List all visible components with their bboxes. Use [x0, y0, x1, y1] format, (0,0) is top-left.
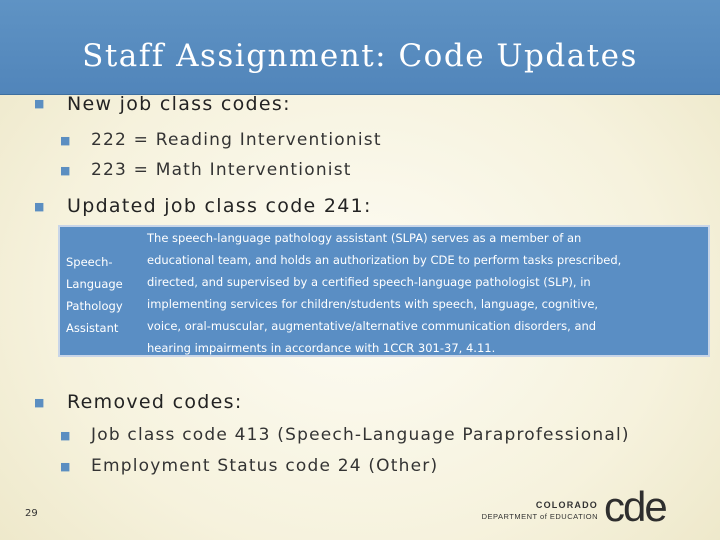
definition-line: voice, oral-muscular, augmentative/alternative communication disorders, and — [147, 319, 597, 333]
table-definition-cell — [140, 227, 708, 355]
definition-line: The speech-language pathology assistant (SLPA) serves as a member of an — [147, 231, 582, 245]
bullet-marker: ■ — [60, 429, 71, 442]
logo-mark: cde — [604, 488, 666, 528]
definition-table — [58, 225, 710, 357]
cde-logo-icon — [604, 488, 694, 528]
term-line: Speech- — [66, 255, 113, 269]
bullet-code-222: 222 = Reading Interventionist — [91, 130, 382, 150]
term-line: Assistant — [66, 321, 119, 335]
bullet-marker: ■ — [34, 396, 45, 409]
bullet-marker: ■ — [60, 134, 71, 147]
definition-line: implementing services for children/students with speech, language, cognitive, — [147, 297, 599, 311]
term-line: Pathology — [66, 299, 123, 313]
bullet-updated-code: Updated job class code 241: — [67, 195, 372, 217]
table-term-cell — [60, 227, 140, 355]
bullet-code-223: 223 = Math Interventionist — [91, 160, 352, 180]
bullet-status-24: Employment Status code 24 (Other) — [91, 456, 439, 476]
definition-line: hearing impairments in accordance with 1CCR 301-37, 4.11. — [147, 341, 496, 355]
definition-line: educational team, and holds an authorization by CDE to perform tasks prescribed, — [147, 253, 622, 267]
term-line: Language — [66, 277, 123, 291]
bullet-removed-codes: Removed codes: — [67, 391, 243, 413]
bullet-marker: ■ — [60, 460, 71, 473]
bullet-marker: ■ — [60, 164, 71, 177]
bullet-marker: ■ — [34, 97, 45, 110]
logo-line-state: COLORADO — [535, 500, 598, 510]
definition-line: directed, and supervised by a certified speech-language pathologist (SLP), in — [147, 275, 591, 289]
title-bar — [0, 0, 720, 95]
page-number: 29 — [25, 508, 38, 519]
bullet-marker: ■ — [34, 200, 45, 213]
slide-title: Staff Assignment: Code Updates — [82, 38, 638, 74]
logo-line-department: DEPARTMENT of EDUCATION — [481, 512, 598, 521]
bullet-new-codes: New job class codes: — [67, 93, 291, 115]
bullet-code-413: Job class code 413 (Speech-Language Paraprofessional) — [91, 425, 630, 445]
